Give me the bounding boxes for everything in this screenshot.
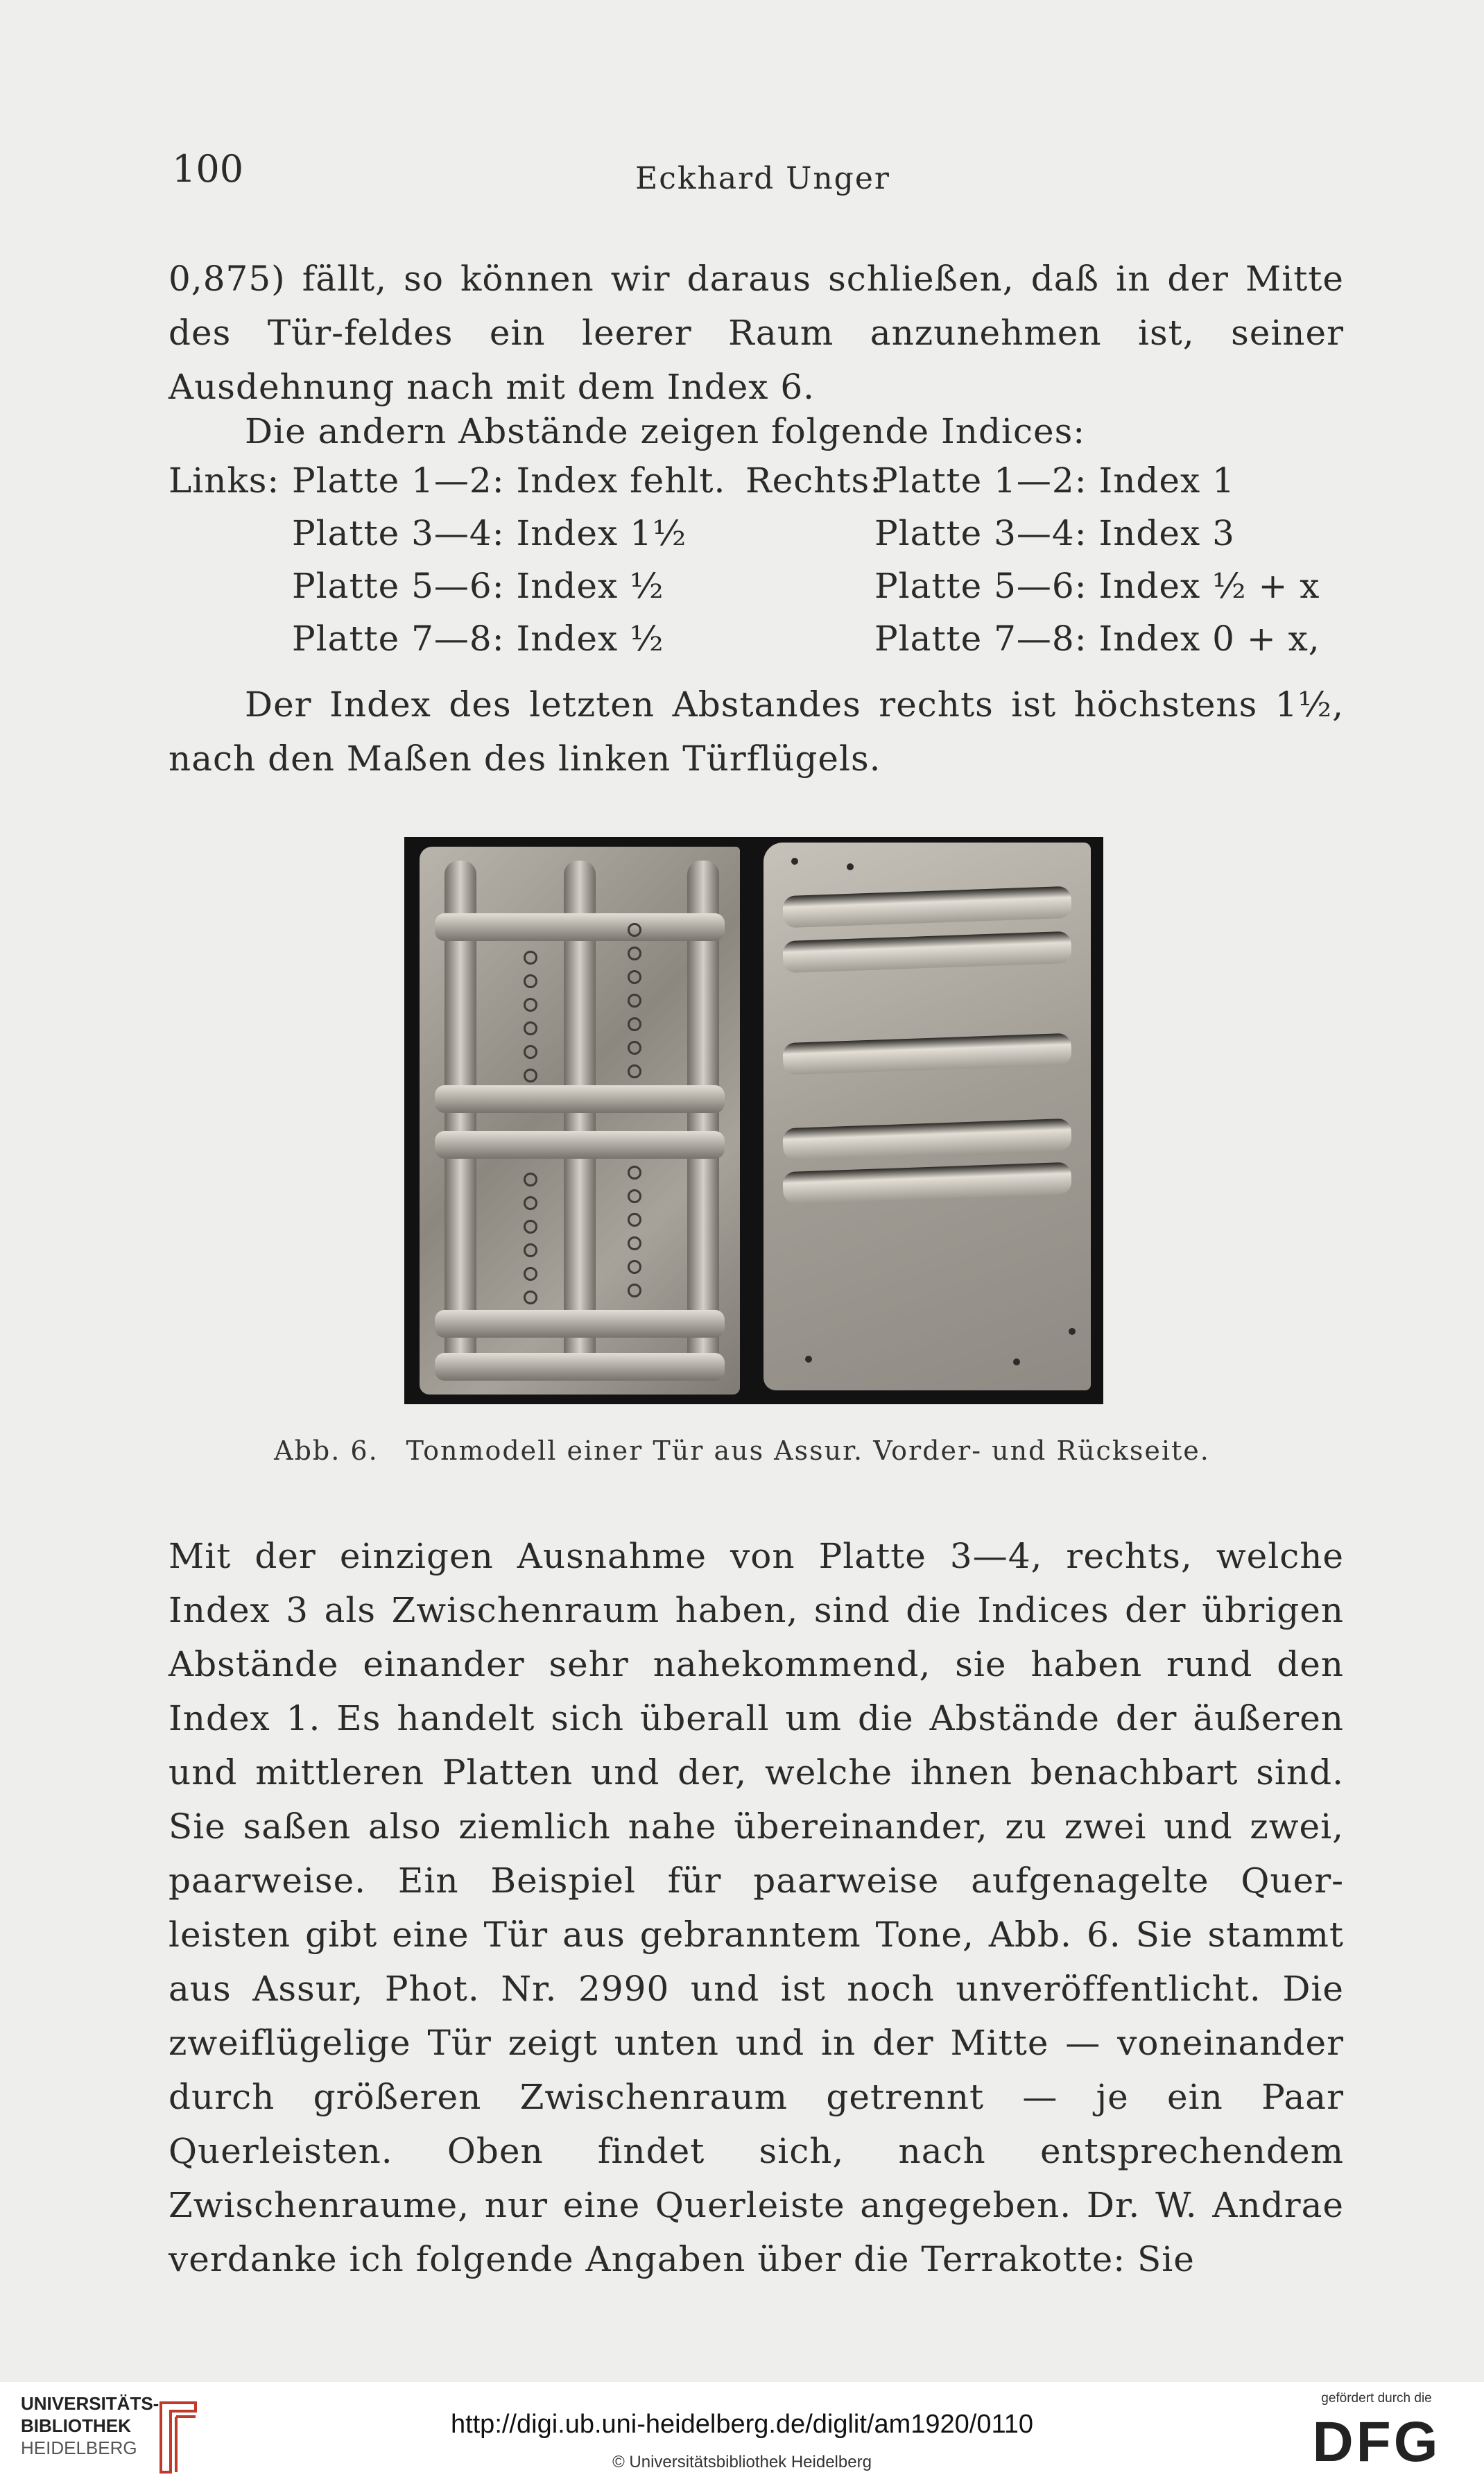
- paragraph-4-text: Mit der einzigen Ausnahme von Platte 3—4, rechts, welche Index 3 als Zwischenraum haben, sind die Indices der übrigen Abstände einander sehr nahekommend, sie haben rund den Index 1. Es handelt sich überall um die Abstände der äußeren und mittleren Platten und der, welche ihnen benachbart sind. Sie saßen also ziemlich nahe übereinander, zu zwei und zwei, paarweise. Ein Beispiel für paarweise aufgenagelte Quer-leisten gibt eine Tür aus gebranntem Tone, Abb. 6. Sie stammt aus Assur, Phot. Nr. 2990 und ist noch unveröffentlicht. Die zweiflügelige Tür zeigt unten und in der Mitte — voneinander durch größeren Zwischenraum getrennt — je ein Paar Querleisten. Oben findet sich, nach entsprechendem Zwischenraume, nur eine Querleiste angegeben. Dr. W. Andrae verdanke ich folgende Angaben über die Terrakotte: Sie: [169, 1536, 1344, 2279]
- library-name-line: UNIVERSITÄTS-: [21, 2393, 159, 2414]
- index-row: [169, 612, 1361, 665]
- back-ledge: [782, 931, 1071, 973]
- page-number: 100: [172, 147, 244, 191]
- paragraph-2: [169, 404, 1344, 458]
- nail-hole: [1069, 1328, 1076, 1335]
- cross-batten: [435, 1310, 725, 1338]
- index-row: [169, 560, 1361, 612]
- cross-batten: [435, 1131, 725, 1159]
- nail-hole: [805, 1356, 812, 1363]
- back-ledge: [782, 1033, 1071, 1075]
- library-name-line: BIBLIOTHEK: [21, 2415, 131, 2436]
- figure-photo: [404, 837, 1103, 1404]
- nail-hole: [847, 863, 854, 870]
- right-value: Platte 3—4: Index 3: [874, 513, 1235, 553]
- paragraph-2-text: Die andern Abstände zeigen folgende Indices:: [245, 411, 1086, 451]
- dfg-logo: DFG: [1312, 2410, 1441, 2474]
- nail-row: [524, 1173, 539, 1304]
- right-heading: Rechts:: [745, 460, 883, 501]
- nail-row: [524, 951, 539, 1082]
- paragraph-1-text: 0,875) fällt, so können wir daraus schließen, daß in der Mitte des Tür-feldes ein leerer Raum anzunehmen ist, seiner Ausdehnung nach mit dem Index 6.: [169, 259, 1344, 407]
- left-value: Platte 5—6: Index ½: [292, 566, 664, 606]
- nail-hole: [1013, 1358, 1020, 1365]
- cross-batten: [435, 1085, 725, 1113]
- door-front-view: [420, 847, 740, 1395]
- nail-hole: [791, 858, 798, 865]
- figure-caption: [0, 1435, 1484, 1466]
- nail-row: [628, 923, 643, 1078]
- paragraph-4: [169, 1529, 1344, 2286]
- left-value: Platte 1—2: Index fehlt.: [292, 460, 726, 501]
- left-value: Platte 3—4: Index 1½: [292, 513, 687, 553]
- left-heading: Links:: [169, 460, 280, 501]
- digital-url-link[interactable]: http://digi.ub.uni-heidelberg.de/diglit/am1920/0110: [450, 2410, 1034, 2439]
- back-ledge: [782, 886, 1071, 928]
- copyright-notice: © Universitätsbibliothek Heidelberg: [612, 2453, 872, 2471]
- back-ledge: [782, 1162, 1071, 1204]
- figure-caption-text: Tonmodell einer Tür aus Assur. Vorder- und Rückseite.: [406, 1435, 1210, 1466]
- nail-row: [628, 1166, 643, 1297]
- back-ledge: [782, 1119, 1071, 1160]
- door-back-view: [763, 843, 1091, 1390]
- paragraph-3-text: Der Index des letzten Abstandes rechts ist höchstens 1½, nach den Maßen des linken Türflügels.: [169, 684, 1344, 779]
- library-name-line: HEIDELBERG: [21, 2437, 137, 2458]
- paragraph-1: [169, 252, 1344, 414]
- paragraph-3: [169, 677, 1344, 786]
- funding-note: gefördert durch die: [1321, 2391, 1432, 2406]
- cross-batten: [435, 1353, 725, 1381]
- figure-label: Abb. 6.: [274, 1435, 379, 1466]
- left-value: Platte 7—8: Index ½: [292, 619, 664, 659]
- right-value: Platte 5—6: Index ½ + x: [874, 566, 1320, 606]
- right-value: Platte 7—8: Index 0 + x,: [874, 619, 1320, 659]
- right-value: Platte 1—2: Index 1: [874, 460, 1235, 501]
- index-table: [169, 454, 1361, 665]
- index-row: [169, 507, 1361, 560]
- running-head: Eckhard Unger: [635, 161, 890, 196]
- cross-batten: [435, 913, 725, 941]
- index-row: [169, 454, 1361, 507]
